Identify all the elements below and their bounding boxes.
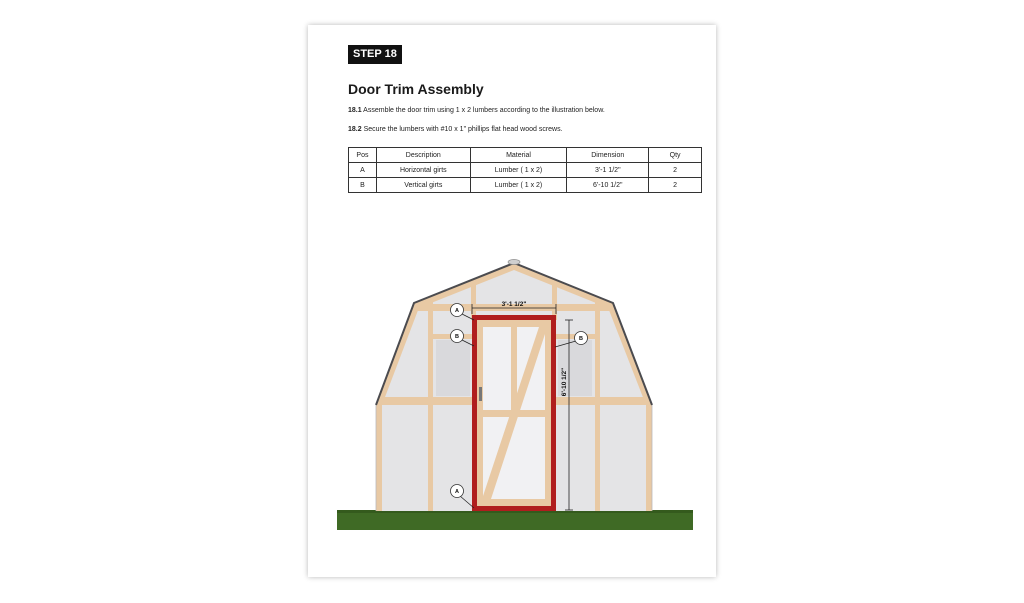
instruction-18-2 (348, 126, 563, 133)
cell-qty: 2 (649, 163, 702, 178)
door-trim-diagram (336, 232, 694, 532)
cell-description: Vertical girts (376, 178, 470, 193)
callout-b-left-label: B (455, 334, 459, 340)
column-header-qty: Qty (649, 148, 702, 163)
instruction-text: Secure the lumbers with #10 x 1" phillips flat head wood screws. (361, 126, 563, 133)
cell-material: Lumber ( 1 x 2) (470, 163, 567, 178)
parts-table (348, 147, 702, 193)
table-header-row (349, 148, 702, 163)
instruction-18-1 (348, 107, 605, 114)
callout-b-right-label: B (579, 336, 583, 342)
callout-a-bottom-label: A (455, 489, 459, 495)
width-dimension-label: 3'-1 1/2" (501, 301, 527, 308)
column-header-material: Material (470, 148, 567, 163)
cell-dimension: 3'-1 1/2" (567, 163, 649, 178)
door-handle (479, 387, 482, 401)
table-row (349, 163, 702, 178)
cell-dimension: 6'-10 1/2" (567, 178, 649, 193)
column-header-pos: Pos (349, 148, 377, 163)
callout-a-top-label: A (455, 308, 459, 314)
door-assembly (472, 315, 556, 511)
document-page (308, 25, 716, 577)
page-title: Door Trim Assembly (348, 81, 484, 97)
column-header-description: Description (376, 148, 470, 163)
instruction-number: 18.2 (348, 126, 362, 133)
cell-pos: B (349, 178, 377, 193)
height-dimension-label: 6'-10 1/2" (561, 367, 568, 397)
roof-vent (508, 260, 520, 265)
step-badge: STEP 18 (348, 45, 402, 64)
cell-qty: 2 (649, 178, 702, 193)
instruction-number: 18.1 (348, 107, 362, 114)
cell-material: Lumber ( 1 x 2) (470, 178, 567, 193)
cell-pos: A (349, 163, 377, 178)
table-row (349, 178, 702, 193)
instruction-text: Assemble the door trim using 1 x 2 lumbers according to the illustration below. (361, 107, 605, 114)
column-header-dimension: Dimension (567, 148, 649, 163)
cell-description: Horizontal girts (376, 163, 470, 178)
